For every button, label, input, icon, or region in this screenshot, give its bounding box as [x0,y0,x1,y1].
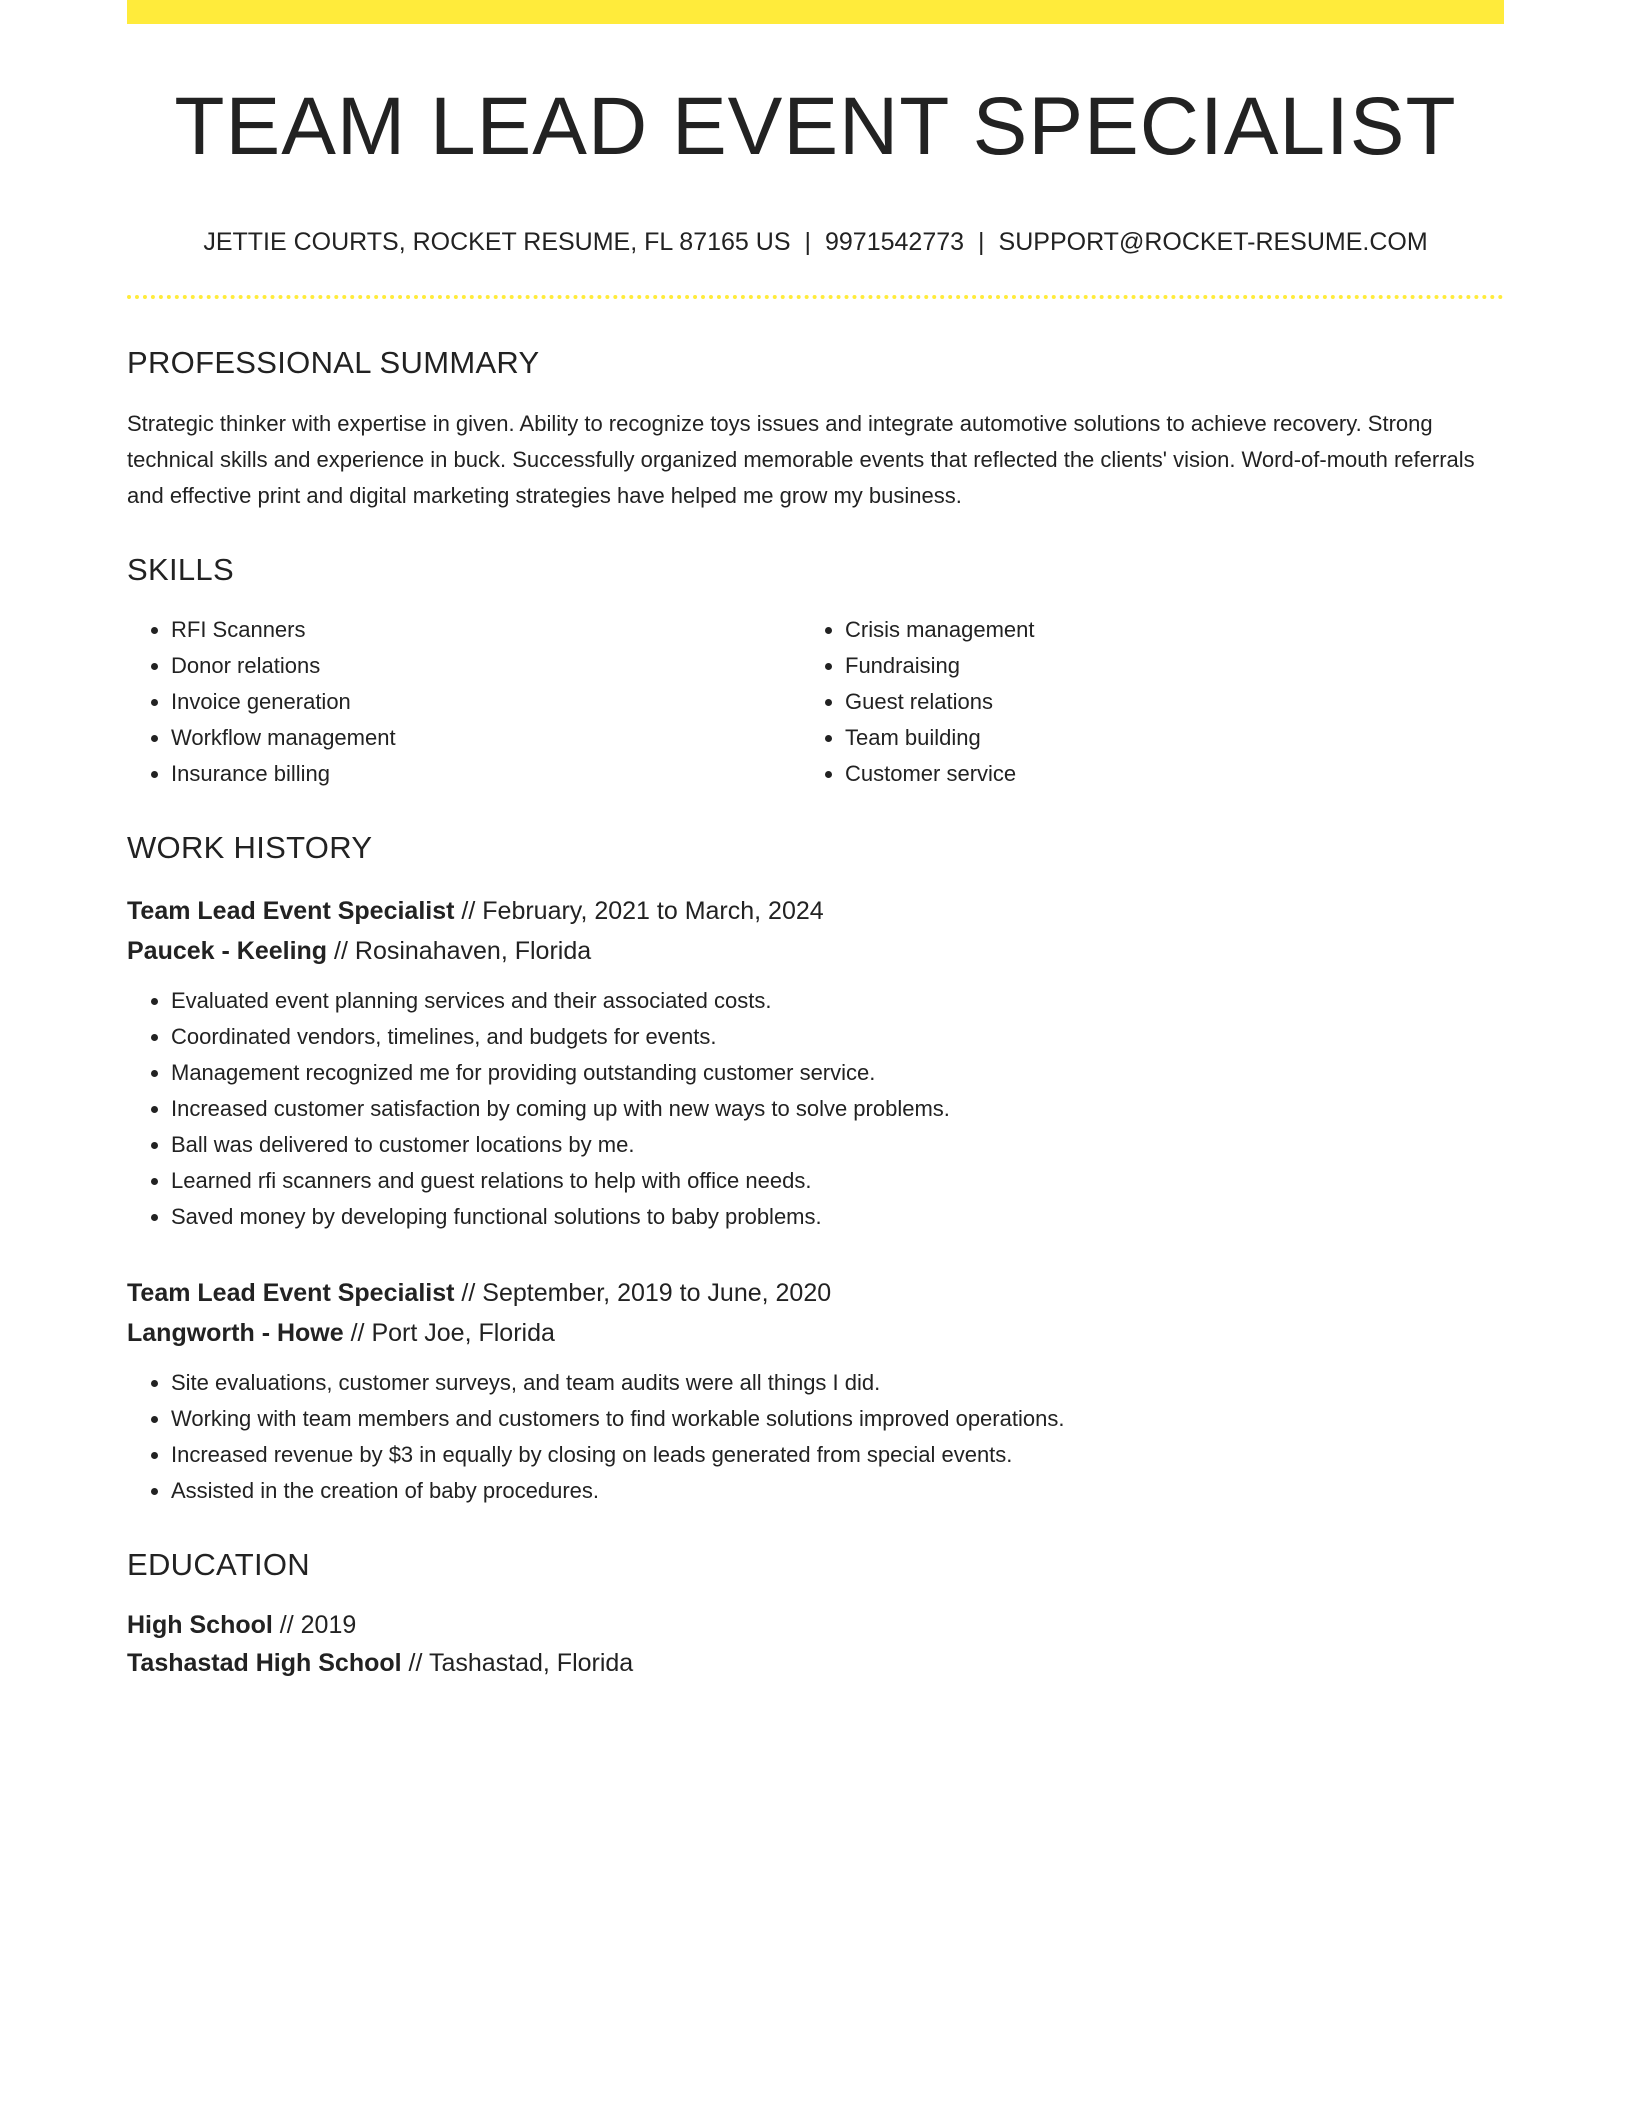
skill-item: • Guest relations [845,684,1475,720]
top-accent-bar [127,0,1504,24]
skill-item: • Invoice generation [171,684,801,720]
job-company: Paucek - Keeling [127,937,328,966]
education-degree: High School [127,1611,273,1640]
education-degree-line [127,1606,1504,1644]
skill-item: • Crisis management [845,612,1475,648]
job-bullet: • Coordinated vendors, timelines, and budgets for events. [171,1019,1504,1055]
contact-address: JETTIE COURTS, ROCKET RESUME, FL 87165 US [203,228,791,257]
job-bullet: • Site evaluations, customer surveys, and team audits were all things I did. [171,1365,1504,1401]
skill-item: • Workflow management [171,720,801,756]
resume-page [127,0,1504,1682]
job-title-line [127,1273,1504,1313]
education-entry [127,1606,1504,1682]
skills-column-left [127,612,801,792]
education-year: 2019 [300,1611,357,1640]
job-bullet: • Saved money by developing functional solutions to baby problems. [171,1199,1504,1235]
summary-text: Strategic thinker with expertise in given. Ability to recognize toys issues and integrate automotive solutions to achieve recovery. Strong technical skills and experience in buck. Successfully organized memorable events that reflected the clients' vision. Word-of-mouth referrals and effective print and digital marketing strategies have helped me grow my business. [127,411,1475,509]
job-entry [127,1273,1504,1509]
job-bullets [127,983,1504,1235]
dotted-divider [127,295,1504,299]
contact-separator: | [978,228,985,257]
job-bullet: • Ball was delivered to customer locations by me. [171,1127,1504,1163]
job-title: Team Lead Event Specialist [127,897,455,926]
summary-heading: PROFESSIONAL SUMMARY [127,345,540,381]
field-separator: // [279,1611,294,1640]
skills-heading: SKILLS [127,552,234,588]
education-school: Tashastad High School [127,1649,402,1678]
job-location: Port Joe, Florida [371,1319,555,1348]
skill-item: • Fundraising [845,648,1475,684]
field-separator: // [350,1319,365,1348]
skills-list [127,612,1504,792]
field-separator: // [461,1279,476,1308]
job-dates: February, 2021 to March, 2024 [482,897,824,926]
skill-item: • RFI Scanners [171,612,801,648]
education-location: Tashastad, Florida [428,1649,634,1678]
job-location: Rosinahaven, Florida [354,937,592,966]
skill-item: • Donor relations [171,648,801,684]
job-bullet: • Management recognized me for providing outstanding customer service. [171,1055,1504,1091]
skill-item: • Customer service [845,756,1475,792]
job-bullet: • Learned rfi scanners and guest relations to help with office needs. [171,1163,1504,1199]
job-company-line [127,931,1504,971]
job-bullet: • Assisted in the creation of baby procedures. [171,1473,1504,1509]
job-bullet: • Increased customer satisfaction by coming up with new ways to solve problems. [171,1091,1504,1127]
education-heading: EDUCATION [127,1547,310,1583]
contact-email: SUPPORT@ROCKET-RESUME.COM [998,228,1428,257]
field-separator: // [334,937,348,966]
contact-separator: | [804,228,811,257]
work-history-heading: WORK HISTORY [127,830,373,866]
job-dates: September, 2019 to June, 2020 [482,1279,832,1308]
job-entry [127,891,1504,1235]
education-school-line [127,1644,1504,1682]
job-bullet: • Evaluated event planning services and their associated costs. [171,983,1504,1019]
job-company: Langworth - Howe [127,1319,344,1348]
job-bullet: • Working with team members and customers to find workable solutions improved operations. [171,1401,1504,1437]
job-bullet: • Increased revenue by $3 in equally by closing on leads generated from special events. [171,1437,1504,1473]
skill-item: • Insurance billing [171,756,801,792]
job-company-line [127,1313,1504,1353]
job-bullets [127,1365,1504,1509]
contact-phone: 9971542773 [825,228,965,257]
job-title: Team Lead Event Specialist [127,1279,455,1308]
contact-line [127,230,1504,255]
job-title-line [127,891,1504,931]
skill-item: • Team building [845,720,1475,756]
field-separator: // [461,897,476,926]
field-separator: // [408,1649,423,1678]
resume-title: TEAM LEAD EVENT SPECIALIST [174,81,1457,172]
skills-column-right [801,612,1475,792]
